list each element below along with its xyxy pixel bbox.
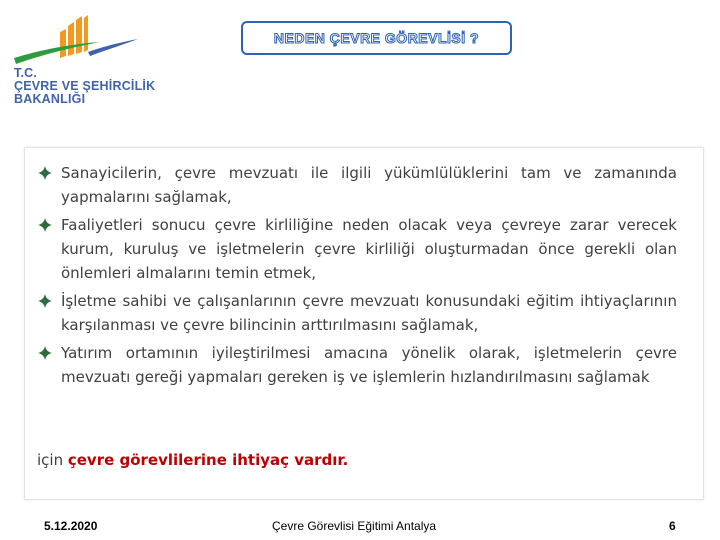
bullet-item	[37, 289, 677, 337]
logo-line: ÇEVRE VE ŞEHİRCİLİK	[14, 79, 156, 93]
bullet-text: Sanayicilerin, çevre mevzuatı ile ilgili yükümlülüklerini tam ve zamanında yapmalarını sağlamak,	[61, 164, 677, 206]
logo-line: BAKANLIĞI	[14, 92, 86, 106]
page-title: NEDEN ÇEVRE GÖREVLİSİ ?	[273, 30, 480, 46]
bullet-item	[37, 213, 677, 285]
title-box	[241, 21, 512, 55]
footer-date: 5.12.2020	[44, 519, 98, 533]
logo-line: T.C.	[14, 66, 38, 80]
diamond-bullet-icon	[37, 293, 53, 309]
ministry-logo-icon	[10, 12, 150, 72]
conclusion-prefix: için	[37, 451, 68, 469]
footer-title: Çevre Görevlisi Eğitimi Antalya	[272, 519, 437, 533]
bullet-item	[37, 341, 677, 389]
page-number: 6	[669, 519, 676, 533]
ministry-logo	[10, 12, 156, 112]
bullet-text: İşletme sahibi ve çalışanlarının çevre mevzuatı konusundaki eğitim ihtiyaçlarının karşılanması ve çevre bilincinin arttırılmasını sağlamak,	[61, 292, 677, 334]
bullet-item	[37, 161, 677, 209]
ministry-name	[14, 67, 155, 106]
diamond-bullet-icon	[37, 165, 53, 181]
bullet-list	[37, 161, 677, 393]
diamond-bullet-icon	[37, 217, 53, 233]
diamond-bullet-icon	[37, 345, 53, 361]
bullet-text: Yatırım ortamının iyileştirilmesi amacına yönelik olarak, işletmelerin çevre mevzuatı gereği yapmaları gereken iş ve işlemlerin hızlandırılmasını sağlamak	[61, 344, 677, 386]
conclusion-line	[37, 451, 348, 469]
bullet-text: Faaliyetleri sonucu çevre kirliliğine neden olacak veya çevreye zarar verecek kurum, kuruluş ve işletmelerin çevre kirliliği oluşturmadan önce gerekli olan önlemleri almalarını temin etmek,	[61, 216, 677, 282]
conclusion-highlight: çevre görevlilerine ihtiyaç vardır.	[67, 451, 349, 469]
